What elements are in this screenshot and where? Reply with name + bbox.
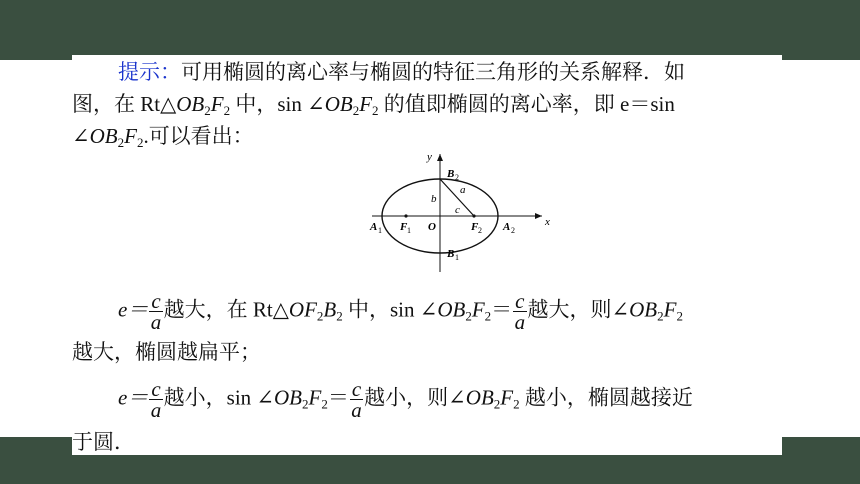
label-b: b	[431, 193, 437, 205]
ellipse-diagram	[362, 150, 552, 275]
top-band	[0, 0, 860, 60]
label-c: c	[455, 204, 460, 216]
label-A2: A	[503, 221, 511, 233]
hint-label: 提示：	[118, 60, 181, 84]
label-B1: B	[447, 248, 455, 260]
hint-line-1: 提示：可用椭圆的离心率与椭圆的特征三角形的关系解释．如	[118, 60, 685, 84]
label-a: a	[460, 184, 466, 196]
label-O: O	[428, 221, 436, 233]
para2-line-1: e＝ $\frac{c}{a}$ 越小，$\sin \angle OB_2F_2=$ $\frac{c}{a}$ 越小，则$\angle OB_2F_2$ 越小，椭圆越接近	[118, 377, 693, 422]
label-B2: B	[447, 168, 455, 180]
slide-content	[72, 55, 782, 455]
label-F2: F	[471, 221, 479, 233]
para1-line-2: 越大，椭圆越扁平；	[72, 340, 261, 364]
label-F1: F	[400, 221, 408, 233]
para1-line-1: e＝ $\frac{c}{a}$ 越大，在 $Rt\triangle OF_2B_2$ 中，$\sin \angle OB_2F_2=$ $\frac{c}{a}$ 越大，则$\angle OB_2F_2$	[118, 289, 683, 334]
svg-text:2: 2	[478, 226, 482, 235]
svg-text:1: 1	[378, 226, 382, 235]
label-y: y	[427, 151, 432, 163]
svg-text:2: 2	[511, 226, 515, 235]
hint-line-2: 图，在 $Rt\triangle OB_2F_2$ 中，$\sin \angle OB_2F_2$ 的值即椭圆的离心率，即 e＝sin	[72, 92, 675, 118]
svg-text:2: 2	[455, 173, 459, 182]
label-A1: A	[370, 221, 378, 233]
label-x: x	[545, 216, 550, 228]
svg-text:1: 1	[407, 226, 411, 235]
para2-line-2: 于圆．	[72, 430, 135, 454]
svg-text:1: 1	[455, 253, 459, 262]
hint-line-3: $\angle OB_2F_2$.可以看出：	[72, 124, 254, 150]
